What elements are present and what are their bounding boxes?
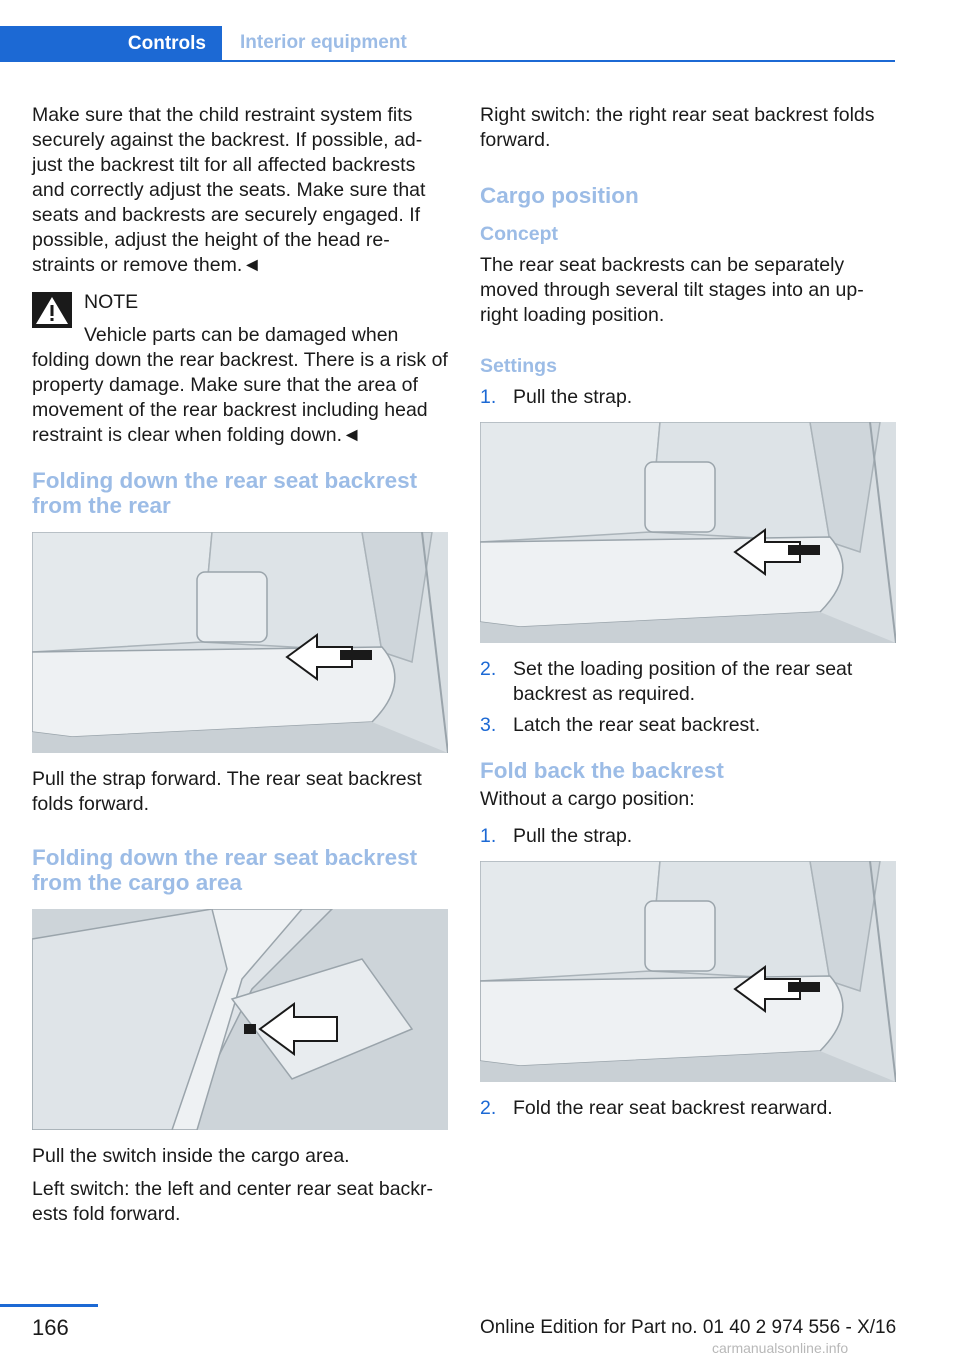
- note-block: [32, 290, 448, 448]
- list-item: [480, 385, 896, 410]
- step-number: 1.: [480, 825, 497, 847]
- tab-interior-equipment[interactable]: [222, 26, 895, 62]
- right-column: [480, 103, 896, 1127]
- list-item: [480, 713, 896, 738]
- left-column: [32, 103, 448, 1239]
- list-item: [480, 824, 896, 849]
- fold-back-strap-illustration: [480, 861, 896, 1082]
- tab-controls[interactable]: [0, 26, 222, 62]
- step-number: 2.: [480, 1097, 497, 1119]
- step-text: Set the loading position of the rear seat backrest as required.: [513, 658, 853, 705]
- heading-fold-from-cargo: Folding down the rear seat backrest from the cargo area: [32, 845, 418, 895]
- figure-rear-seat-strap: [32, 532, 448, 753]
- list-item: [480, 657, 896, 707]
- child-restraint-paragraph: Make sure that the child restraint system fits securely against the backrest. If possible, ad-just the backrest tilt for all affected backrests and correctly adjust the seats. Make sure that seats and backrests are securely engaged. If possible, adjust the height of the head re-straints or remove them.◄: [32, 104, 426, 276]
- caption-pull-strap: Pull the strap forward. The rear seat backrest folds forward.: [32, 768, 422, 815]
- caption-pull-switch: Pull the switch inside the cargo area.: [32, 1145, 350, 1167]
- concept-text: The rear seat backrests can be separately moved through several tilt stages into an up-right loading position.: [480, 254, 864, 326]
- warning-triangle-icon: [32, 292, 72, 328]
- figure-cargo-switch: [32, 909, 448, 1130]
- fold-steps-2: [480, 1096, 896, 1121]
- settings-steps-1: [480, 385, 896, 410]
- step-number: 1.: [480, 386, 497, 408]
- caption-left-switch: Left switch: the left and center rear seat backr-ests fold forward.: [32, 1178, 434, 1225]
- fold-intro: Without a cargo position:: [480, 788, 695, 810]
- figure-fold-back-strap: [480, 861, 896, 1082]
- edition-text: Online Edition for Part no. 01 40 2 974 556 - X/16: [480, 1317, 897, 1338]
- note-text: [32, 323, 448, 448]
- note-text-content: Vehicle parts can be damaged when folding down the rear backrest. There is a risk of property damage. Make sure that the area of movement of the rear backrest including head restraint is clear when folding down.◄: [32, 324, 448, 446]
- settings-strap-illustration: [480, 422, 896, 643]
- note-title: NOTE: [84, 291, 139, 313]
- figure-settings-strap: [480, 422, 896, 643]
- step-number: 3.: [480, 714, 497, 736]
- cargo-switch-illustration: [32, 909, 448, 1130]
- header-tabs: [0, 26, 895, 62]
- step-text: Latch the rear seat backrest.: [513, 714, 761, 736]
- fold-steps-1: [480, 824, 896, 849]
- watermark: carmanualsonline.info: [712, 1340, 849, 1356]
- subheading-settings: Settings: [480, 355, 557, 377]
- footer-accent-line: [0, 1304, 98, 1307]
- step-text: Pull the strap.: [513, 825, 633, 847]
- page-number: 166: [32, 1315, 69, 1340]
- tab-controls-label: Controls: [127, 33, 206, 54]
- heading-fold-back: Fold back the backrest: [480, 758, 724, 783]
- step-text: Pull the strap.: [513, 386, 633, 408]
- tab-interior-equipment-label: Interior equipment: [240, 32, 407, 53]
- heading-fold-from-rear: Folding down the rear seat backrest from the rear: [32, 468, 418, 518]
- settings-steps-2: [480, 657, 896, 738]
- rear-seat-strap-illustration: [32, 532, 448, 753]
- step-number: 2.: [480, 658, 497, 680]
- heading-cargo-position: Cargo position: [480, 183, 639, 208]
- step-text: Fold the rear seat backrest rearward.: [513, 1097, 833, 1119]
- list-item: [480, 1096, 896, 1121]
- subheading-concept: Concept: [480, 223, 558, 245]
- right-switch-paragraph: Right switch: the right rear seat backrest folds forward.: [480, 104, 875, 151]
